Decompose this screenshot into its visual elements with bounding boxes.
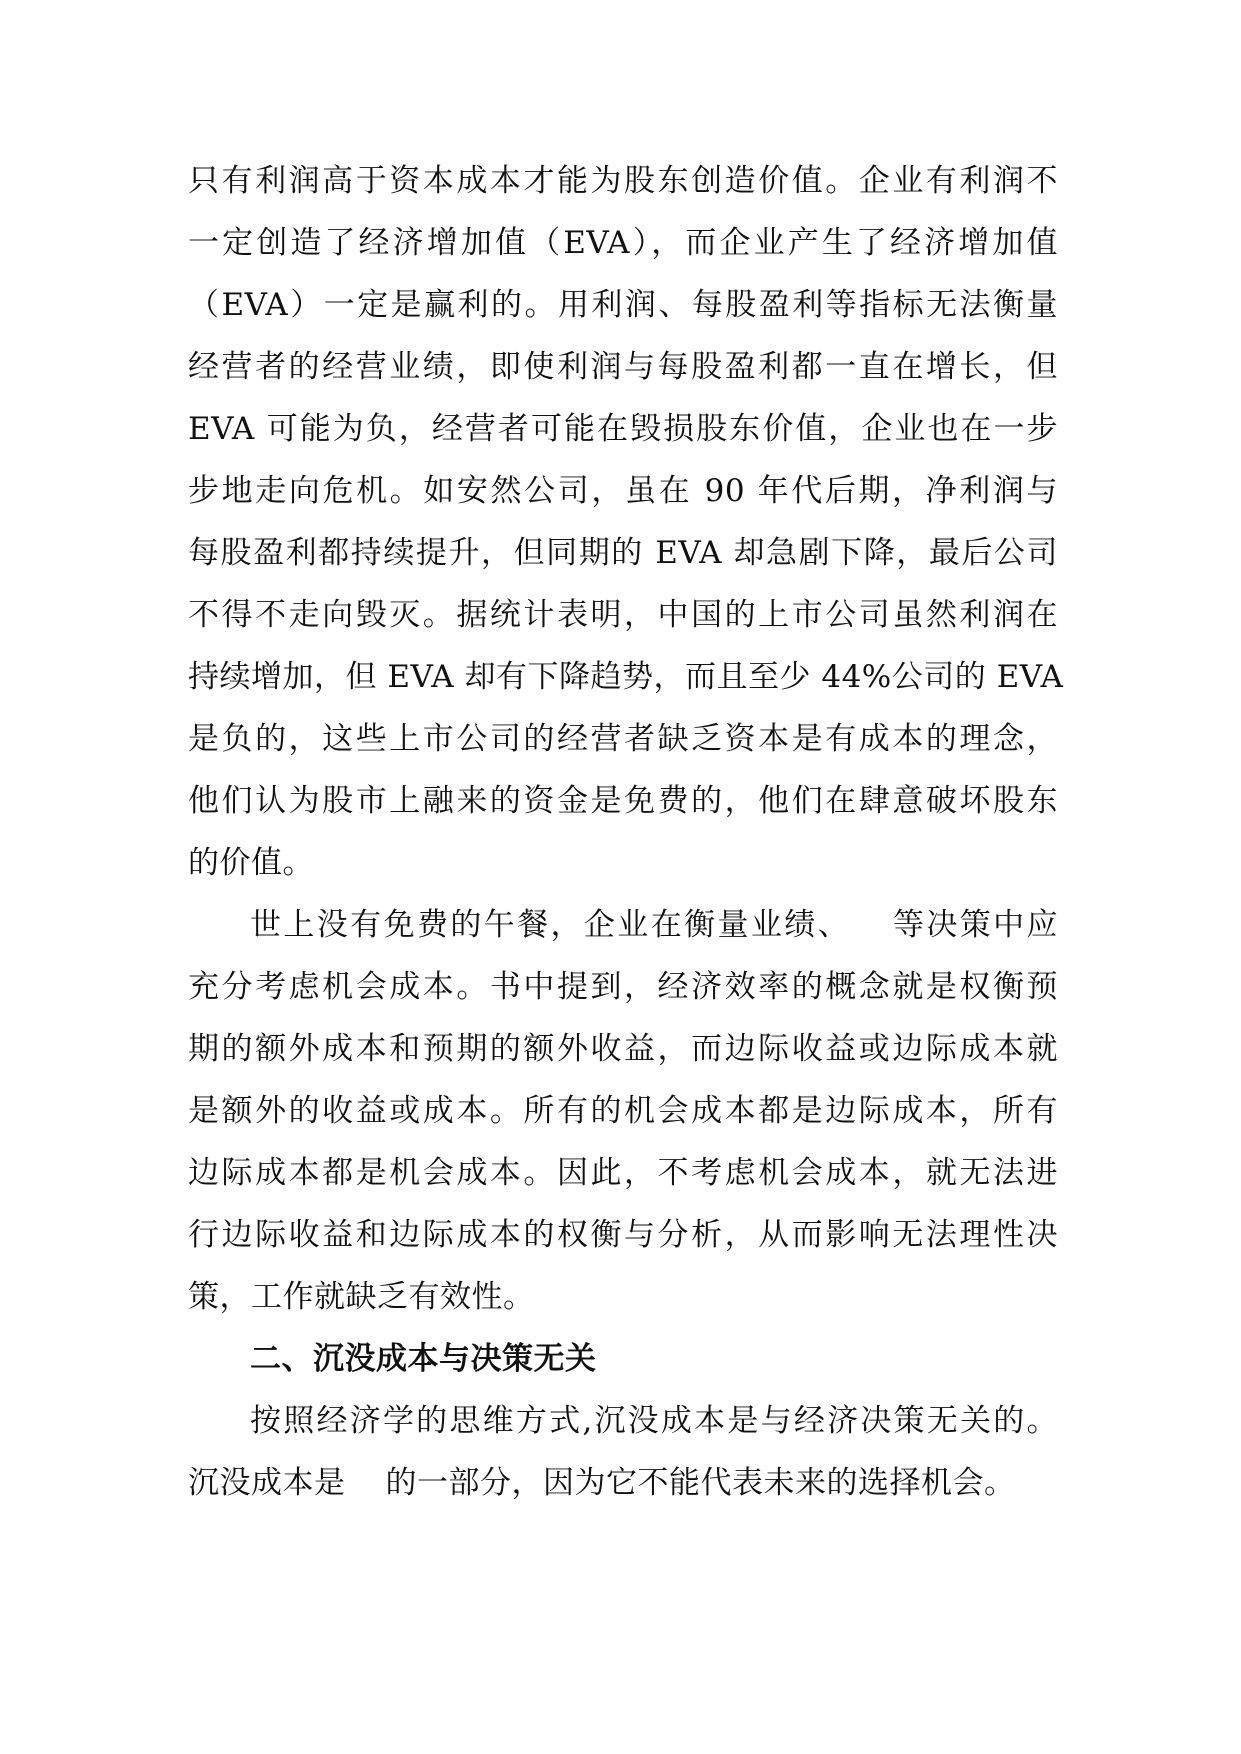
text-line: 边际成本都是机会成本。因此，不考虑机会成本，就无法进 [188, 1155, 1058, 1191]
text-segment: 世上没有免费的午餐，企业在衡量业绩、 [250, 907, 852, 943]
text-segment: 等决策中应 [891, 907, 1059, 943]
text-line: 充分考虑机会成本。书中提到，经济效率的概念就是权衡预 [188, 969, 1058, 1005]
text-line: 只有利润高于资本成本才能为股东创造价值。企业有利润不 [188, 163, 1058, 199]
text-line: （EVA）一定是赢利的。用利润、每股盈利等指标无法衡量 [188, 287, 1058, 323]
text-line: 一定创造了经济增加值（EVA），而企业产生了经济增加值 [188, 225, 1058, 261]
text-line: 步地走向危机。如安然公司，虽在 90 年代后期，净利润与 [188, 473, 1058, 509]
text-line: 策，工作就缺乏有效性。 [188, 1279, 535, 1315]
text-line-with-gap [188, 894, 1058, 956]
text-segment: 沉没成本是 [188, 1465, 346, 1501]
text-line-with-gap [188, 1452, 1058, 1514]
text-line: 持续增加，但 EVA 却有下降趋势，而且至少 44%公司的 EVA [188, 659, 1064, 695]
section-heading: 二、沉没成本与决策无关 [250, 1341, 597, 1377]
document-body [188, 150, 1064, 1514]
text-line: 期的额外成本和预期的额外收益，而边际收益或边际成本就 [188, 1031, 1058, 1067]
text-line: 经营者的经营业绩，即使利润与每股盈利都一直在增长，但 [188, 349, 1058, 385]
text-line: 按照经济学的思维方式,沉没成本是与经济决策无关的。 [250, 1403, 1058, 1439]
text-line: 每股盈利都持续提升，但同期的 EVA 却急剧下降，最后公司 [188, 535, 1058, 571]
text-line: 他们认为股市上融来的资金是免费的，他们在肆意破坏股东 [188, 783, 1058, 819]
text-line: EVA 可能为负，经营者可能在毁损股东价值，企业也在一步 [188, 411, 1058, 447]
text-line: 是负的，这些上市公司的经营者缺乏资本是有成本的理念， [188, 721, 1058, 757]
text-line: 是额外的收益或成本。所有的机会成本都是边际成本，所有 [188, 1093, 1058, 1129]
text-line: 行边际收益和边际成本的权衡与分析，从而影响无法理性决 [188, 1217, 1058, 1253]
text-line: 不得不走向毁灭。据统计表明，中国的上市公司虽然利润在 [188, 597, 1058, 633]
text-segment: 的一部分，因为它不能代表未来的选择机会。 [385, 1465, 1016, 1501]
text-line: 的价值。 [188, 845, 314, 881]
